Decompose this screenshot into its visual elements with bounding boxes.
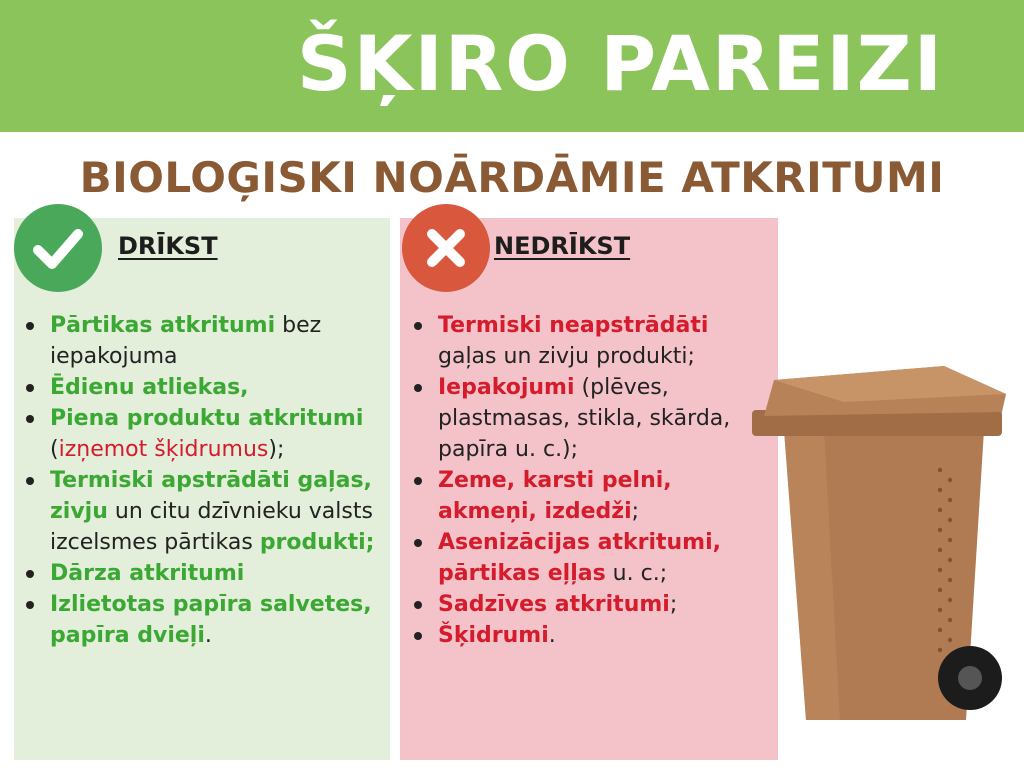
list-item: Ēdienu atliekas,	[20, 372, 380, 403]
header-banner	[0, 0, 1024, 132]
page-subtitle: BIOLOĢISKI NOĀRDĀMIE ATKRITUMI	[79, 153, 945, 202]
forbidden-list	[408, 310, 770, 651]
allowed-list	[20, 310, 380, 651]
checkmark-icon	[14, 204, 102, 292]
list-item: Asenizācijas atkritumi, pārtikas eļļas u. c.;	[408, 527, 770, 589]
list-item: Termiski apstrādāti gaļas, zivju un citu dzīvnieku valsts izcelsmes pārtikas produkti;	[20, 465, 380, 558]
list-item: Termiski neapstrādāti gaļas un zivju produkti;	[408, 310, 770, 372]
allowed-heading: DRĪKST	[118, 232, 218, 260]
list-item: Piena produktu atkritumi (izņemot šķidrumus);	[20, 403, 380, 465]
list-item: Dārza atkritumi	[20, 558, 380, 589]
cross-icon	[402, 204, 490, 292]
list-item: Pārtikas atkritumi bez iepakojuma	[20, 310, 380, 372]
list-item: Zeme, karsti pelni, akmeņi, izdedži;	[408, 465, 770, 527]
list-item: Iepakojumi (plēves, plastmasas, stikla, skārda, papīra u. c.);	[408, 372, 770, 465]
banner-title: ŠĶIRO PAREIZI	[296, 19, 944, 108]
list-item: Šķidrumi.	[408, 620, 770, 651]
list-item: Sadzīves atkritumi;	[408, 589, 770, 620]
forbidden-heading: NEDRĪKST	[494, 232, 631, 260]
brown-waste-bin-icon	[744, 360, 1014, 760]
list-item: Izlietotas papīra salvetes, papīra dvieļi.	[20, 589, 380, 651]
